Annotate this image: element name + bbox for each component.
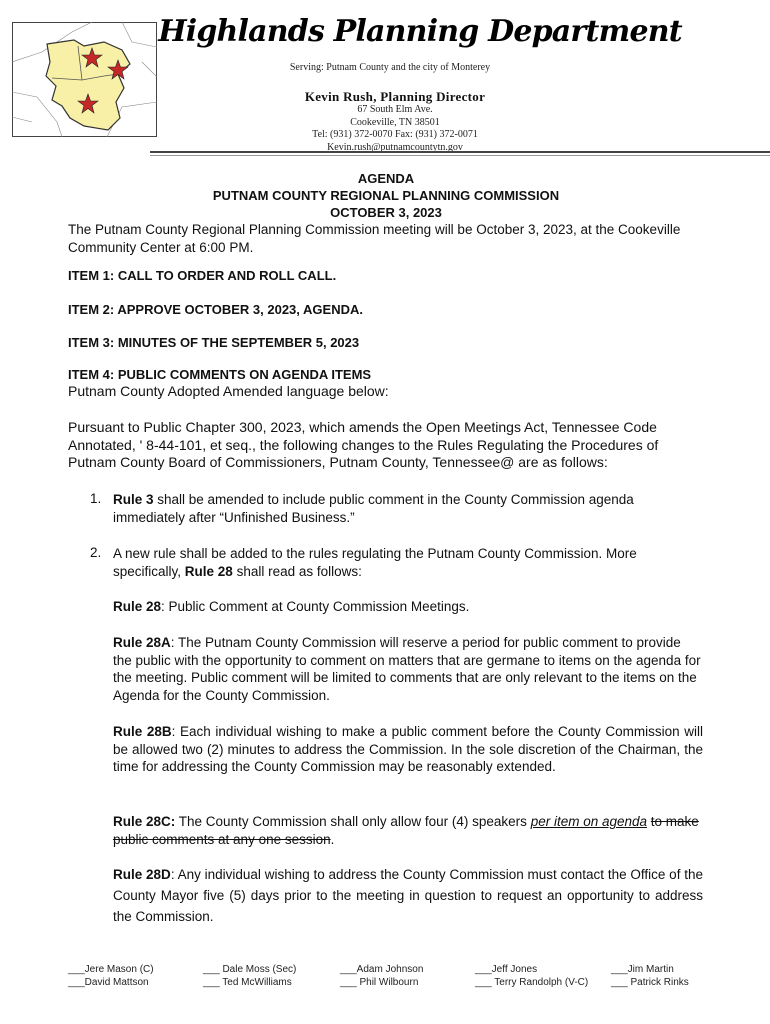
agenda-label: AGENDA	[357, 171, 415, 186]
rule-28c: Rule 28C: The County Commission shall only allow four (4) speakers per item on agenda to make public comments at any one session.	[113, 814, 699, 847]
rule-28a: Rule 28A: The Putnam County Commission will reserve a period for public comment to provide the public with the opportunity to comment on matters that are germane to items on the agenda for the meeting. Public comment will be limited to comments that are only relevant to the items on the Agenda for the County Commission.	[113, 635, 701, 703]
rule-28-ref: Rule 28	[184, 563, 233, 579]
struck-text: to make public comments at any one session	[113, 814, 699, 847]
list-item-2: A new rule shall be added to the rules regulating the Putnam County Commission. More specifically, Rule 28 shall read as follows:	[113, 546, 637, 579]
rule-28b: Rule 28B: Each individual wishing to make a public comment before the County Commission will be allowed two (2) minutes to address the Commission. In the sole discretion of the Chairman, the time for addressing the County Commission may be reasonably extended.	[113, 724, 703, 774]
agenda-item-1: ITEM 1: CALL TO ORDER AND ROLL CALL.	[68, 268, 337, 283]
adopted-language-note: Putnam County Adopted Amended language below:	[68, 383, 389, 399]
signature-column-4: ___Jeff Jones ___ Terry Randolph (V-C)	[475, 964, 589, 988]
signature-column-3: ___Adam Johnson ___ Phil Wilbourn	[340, 964, 424, 988]
intro-paragraph: The Putnam County Regional Planning Commission meeting will be October 3, 2023, at the Cookeville Community Center at 6:00 PM.	[68, 222, 681, 255]
meeting-date: OCTOBER 3, 2023	[330, 205, 442, 220]
agenda-heading	[68, 170, 704, 221]
contact-block	[150, 104, 640, 154]
signature-column-5: ___Jim Martin ___ Patrick Rinks	[611, 964, 689, 988]
header-divider-thin	[150, 155, 770, 156]
agenda-item-3: ITEM 3: MINUTES OF THE SEPTEMBER 5, 2023	[68, 335, 360, 350]
rule-28d: Rule 28D: Any individual wishing to address the County Commission must contact the Office of the County Mayor five (5) days prior to the meeting in question to request an opportunity to address the Commission.	[113, 867, 703, 924]
commission-name: PUTNAM COUNTY REGIONAL PLANNING COMMISSION	[212, 188, 560, 203]
inserted-text: per item on agenda	[530, 814, 648, 829]
county-map-logo	[12, 22, 157, 137]
email: Kevin.rush@putnamcountytn.gov	[327, 141, 463, 153]
service-area: Serving: Putnam County and the city of Monterey	[289, 62, 491, 73]
director-name: Kevin Rush, Planning Director	[304, 89, 486, 104]
pursuant-paragraph: Pursuant to Public Chapter 300, 2023, which amends the Open Meetings Act, Tennessee Code Annotated, ' 8-44-101, et seq., the following changes to the Rules Regulating the Procedures of Putnam County Board of Commissioners, Putnam County, Tennessee@ are as follows:	[68, 419, 659, 470]
address-line2: Cookeville, TN 38501	[350, 116, 440, 128]
signature-column-1: ___Jere Mason (C) ___David Mattson	[68, 964, 154, 988]
signature-column-2: ___ Dale Moss (Sec) ___ Ted McWilliams	[203, 964, 297, 988]
agenda-item-2: ITEM 2: APPROVE OCTOBER 3, 2023, AGENDA.	[68, 302, 363, 317]
list-number-2: 2.	[90, 545, 102, 560]
rule-3-label: Rule 3	[113, 492, 154, 507]
rule-28: Rule 28: Public Comment at County Commission Meetings.	[113, 599, 470, 614]
list-item-1: Rule 3 shall be amended to include public comment in the County Commission agenda immediately after “Unfinished Business.”	[113, 492, 634, 525]
department-title: Highlands Planning Department	[158, 14, 682, 49]
address-line1: 67 South Elm Ave.	[357, 104, 433, 115]
header-divider	[150, 151, 770, 153]
phone-fax: Tel: (931) 372-0070 Fax: (931) 372-0071	[312, 129, 478, 140]
agenda-item-4: ITEM 4: PUBLIC COMMENTS ON AGENDA ITEMS	[68, 367, 372, 382]
list-number-1: 1.	[90, 491, 102, 506]
